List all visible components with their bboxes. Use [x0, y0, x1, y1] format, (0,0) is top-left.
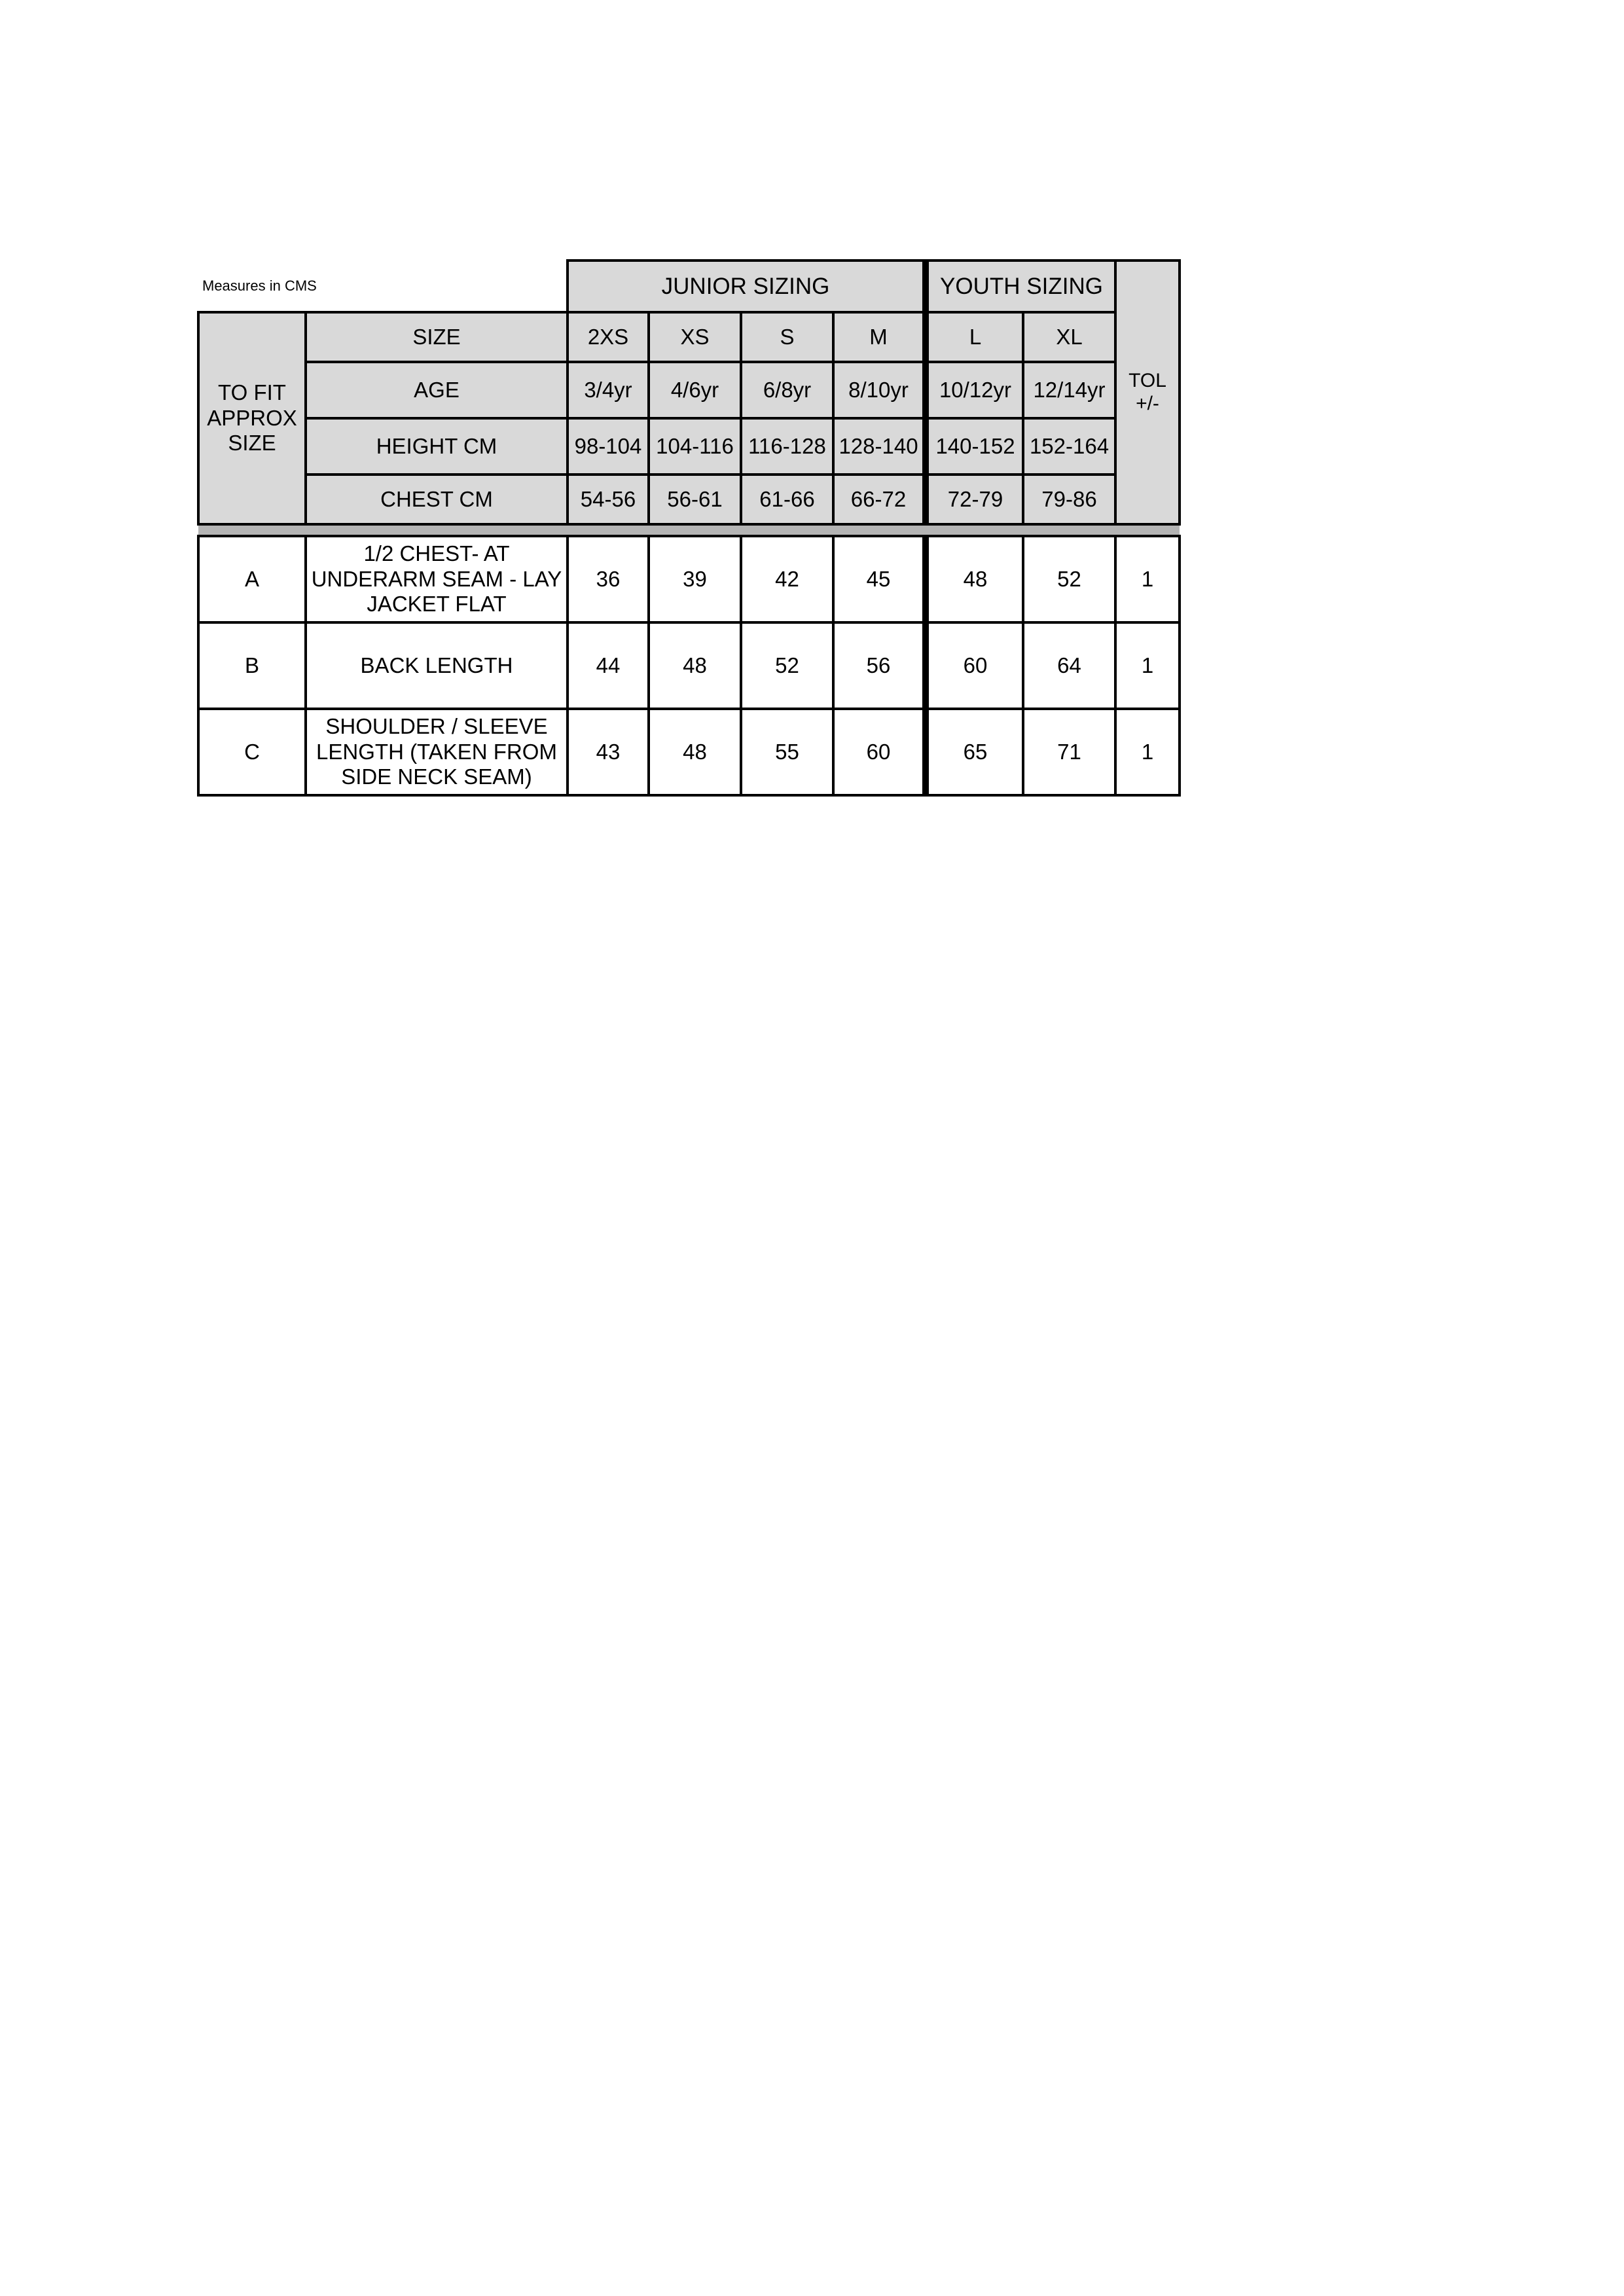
row-label-age: AGE — [306, 362, 568, 418]
height-cell: 152-164 — [1023, 418, 1115, 475]
spec-code: B — [198, 622, 306, 709]
tol-label-line: TOL — [1128, 370, 1166, 391]
age-cell: 12/14yr — [1023, 362, 1115, 418]
chest-cell: 61-66 — [741, 475, 833, 524]
spec-value: 52 — [741, 622, 833, 709]
spec-label — [306, 709, 568, 795]
tolerance-header — [1115, 260, 1180, 524]
spec-value: 39 — [649, 536, 741, 622]
spec-label — [306, 536, 568, 622]
row-label-size: SIZE — [306, 312, 568, 362]
spec-label — [306, 622, 568, 709]
group-header-row — [198, 260, 1180, 312]
spec-row-a — [198, 536, 1180, 622]
size-row — [198, 312, 1180, 362]
size-cell: L — [926, 312, 1023, 362]
height-row — [198, 418, 1180, 475]
height-cell: 104-116 — [649, 418, 741, 475]
youth-sizing-header: YOUTH SIZING — [926, 260, 1115, 312]
spec-value: 52 — [1023, 536, 1115, 622]
separator-row — [198, 524, 1180, 536]
spec-tolerance: 1 — [1115, 536, 1180, 622]
spec-tolerance: 1 — [1115, 622, 1180, 709]
spec-label-line: SHOULDER / SLEEVE — [325, 713, 548, 738]
fit-label-line: TO FIT — [218, 380, 286, 404]
age-cell: 3/4yr — [568, 362, 649, 418]
spec-label-line: 1/2 CHEST- AT — [363, 541, 510, 565]
row-label-chest: CHEST CM — [306, 475, 568, 524]
spec-label-line: SIDE NECK SEAM) — [341, 764, 532, 789]
age-row — [198, 362, 1180, 418]
spec-value: 48 — [649, 622, 741, 709]
chest-cell: 66-72 — [833, 475, 926, 524]
height-cell: 128-140 — [833, 418, 926, 475]
chest-row — [198, 475, 1180, 524]
spec-value: 48 — [649, 709, 741, 795]
spec-value: 60 — [926, 622, 1023, 709]
spec-label-line: UNDERARM SEAM - LAY — [311, 566, 562, 591]
chest-cell: 54-56 — [568, 475, 649, 524]
spec-value: 65 — [926, 709, 1023, 795]
size-chart-table — [197, 259, 1181, 797]
spec-value: 60 — [833, 709, 926, 795]
spec-label-line: LENGTH (TAKEN FROM — [316, 739, 557, 764]
age-cell: 6/8yr — [741, 362, 833, 418]
height-cell: 116-128 — [741, 418, 833, 475]
spec-value: 48 — [926, 536, 1023, 622]
spec-value: 56 — [833, 622, 926, 709]
size-cell: M — [833, 312, 926, 362]
spec-row-c — [198, 709, 1180, 795]
spec-code: C — [198, 709, 306, 795]
age-cell: 4/6yr — [649, 362, 741, 418]
spec-row-b — [198, 622, 1180, 709]
size-cell: S — [741, 312, 833, 362]
measures-note: Measures in CMS — [198, 260, 568, 312]
spec-label-line: JACKET FLAT — [367, 592, 507, 617]
size-cell: XL — [1023, 312, 1115, 362]
spec-value: 71 — [1023, 709, 1115, 795]
separator-bar — [198, 524, 1180, 536]
row-label-height: HEIGHT CM — [306, 418, 568, 475]
chest-cell: 72-79 — [926, 475, 1023, 524]
spec-value: 45 — [833, 536, 926, 622]
height-cell: 140-152 — [926, 418, 1023, 475]
spec-value: 42 — [741, 536, 833, 622]
spec-tolerance: 1 — [1115, 709, 1180, 795]
age-cell: 8/10yr — [833, 362, 926, 418]
spec-code: A — [198, 536, 306, 622]
fit-approx-size-label — [198, 312, 306, 524]
fit-label-line: APPROX — [207, 405, 297, 430]
spec-value: 44 — [568, 622, 649, 709]
spec-value: 55 — [741, 709, 833, 795]
spec-label-line: BACK LENGTH — [360, 653, 513, 677]
junior-sizing-header: JUNIOR SIZING — [568, 260, 926, 312]
height-cell: 98-104 — [568, 418, 649, 475]
tol-label-line: +/- — [1136, 392, 1159, 414]
spec-value: 36 — [568, 536, 649, 622]
size-cell: 2XS — [568, 312, 649, 362]
fit-label-line: SIZE — [228, 431, 276, 456]
chest-cell: 79-86 — [1023, 475, 1115, 524]
chest-cell: 56-61 — [649, 475, 741, 524]
size-cell: XS — [649, 312, 741, 362]
age-cell: 10/12yr — [926, 362, 1023, 418]
spec-value: 64 — [1023, 622, 1115, 709]
spec-value: 43 — [568, 709, 649, 795]
